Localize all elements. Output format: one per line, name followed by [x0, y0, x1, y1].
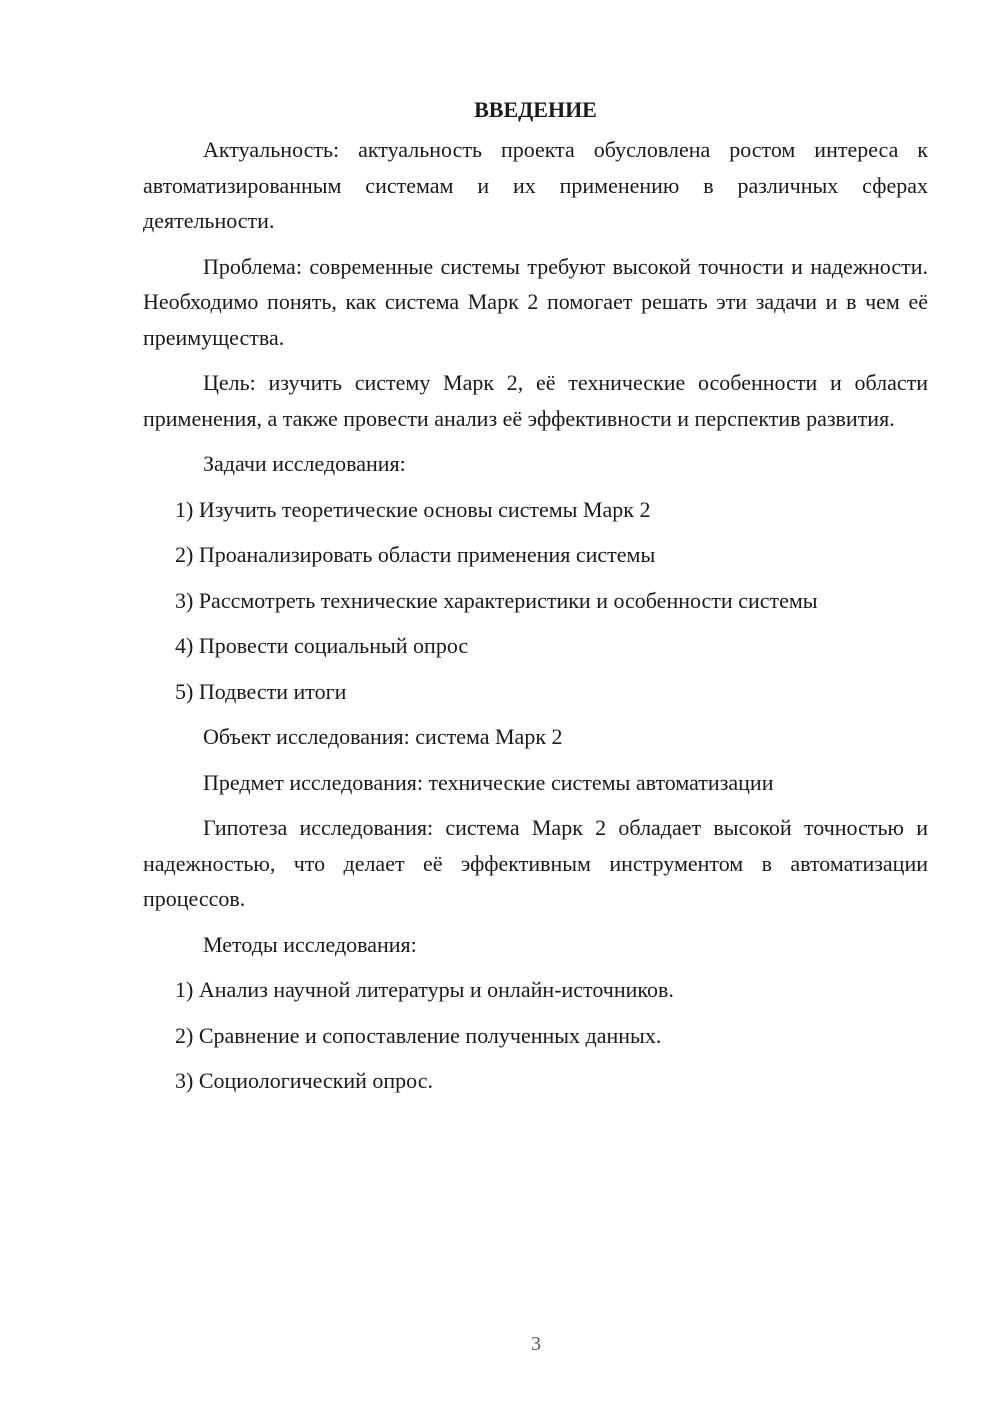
list-item: 4) Провести социальный опрос	[175, 633, 469, 658]
relevance-paragraph: Актуальность: актуальность проекта обусловлена ростом интереса к автоматизированным системам и их применению в различных сферах деятельности.	[143, 137, 928, 233]
hypothesis-paragraph: Гипотеза исследования: система Марк 2 обладает высокой точностью и надежностью, что делает её эффективным инструментом в автоматизации процессов.	[143, 815, 928, 911]
page-content	[143, 92, 928, 1109]
goal-paragraph: Цель: изучить систему Марк 2, её технические особенности и области применения, а также провести анализ её эффективности и перспектив развития.	[143, 370, 928, 431]
methods-list	[143, 972, 928, 1099]
section-heading: ВВЕДЕНИЕ	[474, 97, 597, 122]
list-item: 3) Рассмотреть технические характеристики и особенности системы	[175, 587, 818, 613]
tasks-list	[143, 492, 928, 710]
list-item: 5) Подвести итоги	[175, 678, 347, 704]
list-item: 1) Изучить теоретические основы системы Марк 2	[175, 496, 651, 522]
list-item: 1) Анализ научной литературы и онлайн-источников.	[175, 977, 674, 1002]
list-item: 3) Социологический опрос.	[175, 1068, 433, 1093]
list-item: 2) Проанализировать области применения системы	[175, 542, 656, 567]
list-item: 2) Сравнение и сопоставление полученных данных.	[175, 1022, 662, 1048]
methods-title: Методы исследования:	[203, 931, 417, 957]
tasks-title: Задачи исследования:	[203, 451, 406, 476]
subject-paragraph: Предмет исследования: технические системы автоматизации	[203, 769, 774, 795]
problem-paragraph: Проблема: современные системы требуют высокой точности и надежности. Необходимо понять, как система Марк 2 помогает решать эти задачи и в чем её преимущества.	[143, 253, 928, 350]
page-number: 3	[531, 1333, 541, 1355]
object-paragraph: Объект исследования: система Марк 2	[203, 724, 563, 749]
